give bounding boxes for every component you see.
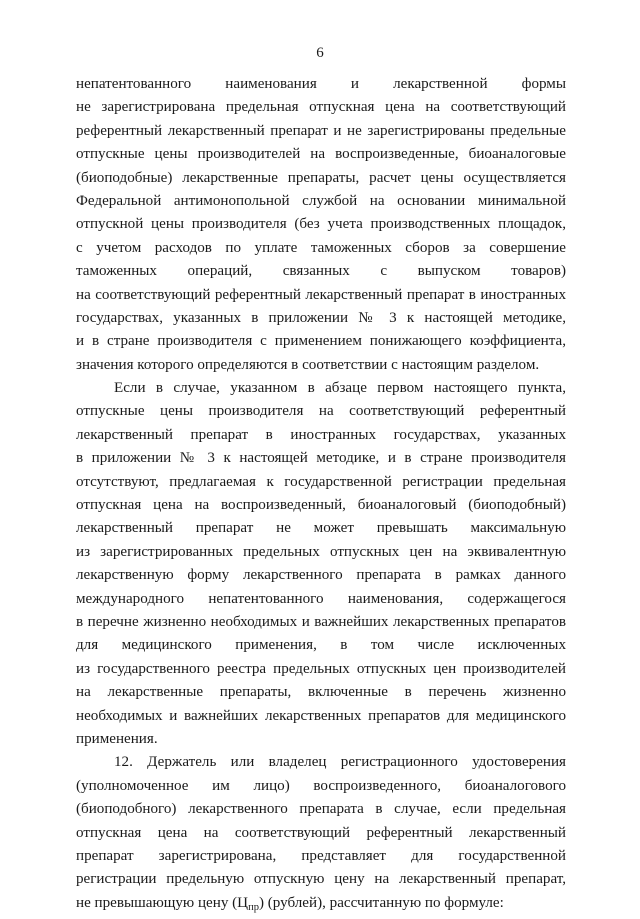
- text-line: отпускная цена на воспроизведенный, биоаналоговый (биоподобный): [76, 497, 566, 514]
- text-line: на лекарственные препараты, включенные в перечень жизненно: [76, 684, 566, 701]
- text-line: лекарственный препарат в иностранных государствах, указанных: [76, 426, 566, 443]
- text-line: значения которого определяются в соответствии с настоящим разделом.: [76, 356, 540, 373]
- price-symbol-subscript: пр: [248, 901, 259, 913]
- text-line: регистрации предельную отпускную цену на лекарственный препарат,: [76, 871, 566, 888]
- text-line: 12. Держатель или владелец регистрационного удостоверения: [114, 754, 566, 771]
- text-line: (биоподобного) лекарственного препарата в случае, если предельная: [76, 801, 566, 818]
- text-line: международного непатентованного наименования, содержащегося: [76, 590, 566, 607]
- text-line: референтный лекарственный препарат и не зарегистрированы предельные: [76, 122, 566, 139]
- text-line: лекарственную форму лекарственного препарата в рамках данного: [76, 567, 566, 584]
- text-line: отпускной цены производителя (без учета производственных площадок,: [76, 216, 566, 233]
- text-line: в перечне жизненно необходимых и важнейших лекарственных препаратов: [76, 613, 566, 630]
- text-line: лекарственный препарат не может превышать максимальную: [76, 520, 566, 537]
- text-line: с учетом расходов по уплате таможенных сборов за совершение: [76, 239, 566, 256]
- text-line: применения.: [76, 730, 158, 747]
- text-line: непатентованного наименования и лекарственной формы: [76, 76, 566, 92]
- text-line: государствах, указанных в приложении № 3 к настоящей методике,: [76, 309, 566, 326]
- text-line: препарат зарегистрирована, представляет для государственной: [76, 847, 566, 864]
- text-line: отпускные цены производителей на воспроизведенные, биоаналоговые: [76, 146, 566, 163]
- text-line: Если в случае, указанном в абзаце первом настоящего пункта,: [114, 380, 566, 397]
- text-line: отпускная цена на соответствующий референтный лекарственный: [76, 824, 566, 841]
- text-line: отсутствуют, предлагаемая к государственной регистрации предельная: [76, 473, 566, 490]
- text-line: (биоподобные) лекарственные препараты, расчет цены осуществляется: [76, 169, 566, 186]
- text-line: из зарегистрированных предельных отпускных цен на эквивалентную: [76, 543, 566, 560]
- text-line: для медицинского применения, в том числе исключенных: [76, 637, 566, 654]
- formula-intro-line: [76, 892, 566, 915]
- document-body: [76, 73, 566, 915]
- text-line: не зарегистрирована предельная отпускная цена на соответствующий: [76, 99, 566, 116]
- text-line: Федеральной антимонопольной службой на основании минимальной: [76, 192, 566, 209]
- formula-intro-text: не превышающую цену (: [76, 894, 238, 911]
- text-line: необходимых и важнейших лекарственных препаратов для медицинского: [76, 707, 566, 724]
- text-line: таможенных операций, связанных с выпуском товаров): [76, 263, 566, 280]
- text-line: отпускные цены производителя на соответствующий референтный: [76, 403, 566, 420]
- text-line: и в стране производителя с применением понижающего коэффициента,: [76, 333, 566, 350]
- text-line: в приложении № 3 к настоящей методике, и в стране производителя: [76, 450, 566, 467]
- page-number: 6: [316, 45, 324, 61]
- price-symbol: Ц: [237, 894, 249, 911]
- paragraph-2: [76, 377, 566, 751]
- paragraph-1: [76, 73, 566, 377]
- text-line: на соответствующий референтный лекарственный препарат в иностранных: [76, 286, 566, 303]
- formula-intro-text-end: ) (рублей), рассчитанную по формуле:: [258, 894, 504, 911]
- text-line: из государственного реестра предельных отпускных цен производителей: [76, 660, 566, 677]
- text-line: (уполномоченное им лицо) воспроизведенного, биоаналогового: [76, 777, 566, 794]
- paragraph-3: [76, 751, 566, 915]
